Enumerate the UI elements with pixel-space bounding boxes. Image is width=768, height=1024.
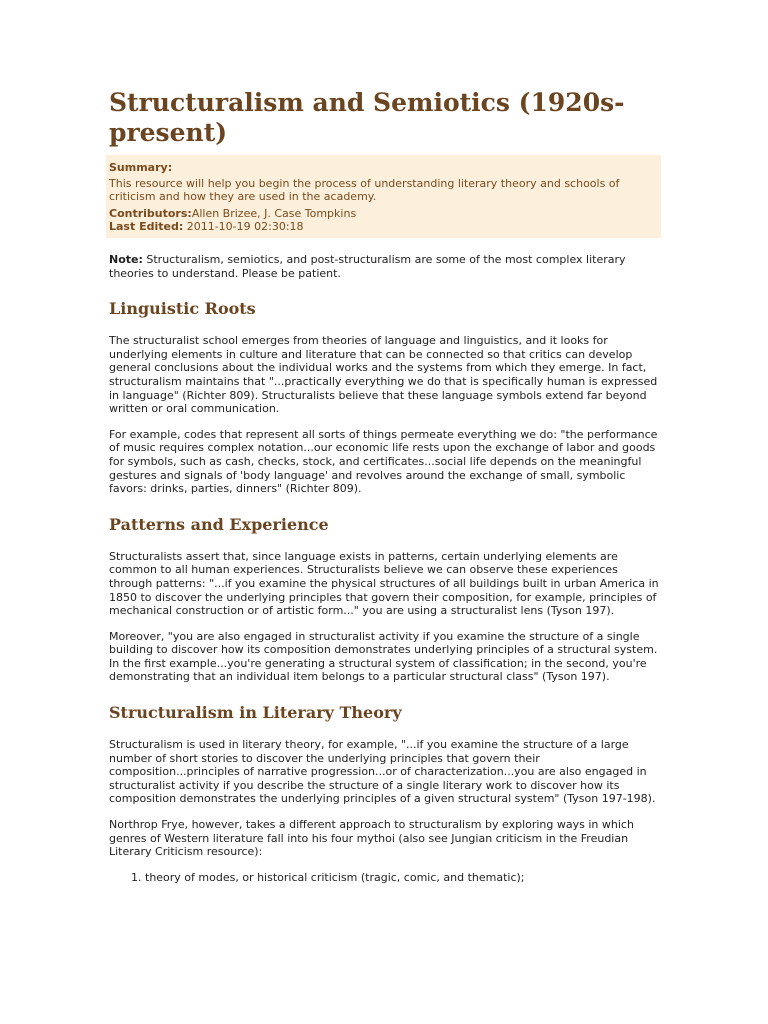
paragraph: Moreover, "you are also engaged in structuralist activity if you examine the structure of a single building to discover how its composition demonstrates underlying principles of a structural system. In the first example...you're generating a structural system of classification; in the second, you're demonstrating that an individual item belongs to a particular structural class" (Tyson 197). (109, 629, 658, 684)
article (109, 88, 661, 884)
last-edited-value: 2011-10-19 02:30:18 (186, 220, 304, 233)
note-paragraph (109, 253, 661, 280)
summary-box (106, 155, 661, 238)
section-heading-linguistic-roots: Linguistic Roots (109, 299, 256, 319)
section-heading-patterns-and-experience: Patterns and Experience (109, 514, 329, 534)
summary-label: Summary: (109, 161, 173, 174)
paragraph: The structuralist school emerges from theories of language and linguistics, and it looks for underlying elements in culture and literature that can be connected so that critics can develop general conclusions about the individual works and the systems from which they emerge. In fact, structuralism maintains that "...practically everything we do that is specifically human is expressed in language" (Richter 809). Structuralists believe that these language symbols extend far beyond written or oral communication. (109, 334, 658, 416)
contributors-line (109, 207, 658, 220)
last-edited-label: Last Edited: (109, 220, 184, 233)
summary-text: This resource will help you begin the process of understanding literary theory and schools of criticism and how they are used in the academy. (109, 177, 620, 203)
note-text: Structuralism, semiotics, and post-structuralism are some of the most complex literary theories to understand. Please be patient. (109, 253, 626, 280)
paragraph: Structuralism is used in literary theory, for example, "...if you examine the structure of a large number of short stories to discover the underlying principles that govern their composition...principles of narrative progression...or of characterization...you are also engaged in structuralist activity if you describe the structure of a single literary work to discover how its composition demonstrates the underlying principles of a given structural system" (Tyson 197-198). (109, 738, 656, 806)
page-title: Structuralism and Semiotics (1920s-present) (109, 88, 625, 147)
mythoi-list (109, 871, 661, 885)
paragraph: Northrop Frye, however, takes a different approach to structuralism by exploring ways in which genres of Western literature fall into his four mythoi (also see Jungian criticism in the Freudian Literary Criticism resource): (109, 818, 634, 859)
note-label: Note: (109, 253, 143, 266)
section-heading-structuralism-in-literary-theory: Structuralism in Literary Theory (109, 703, 402, 723)
contributors-label: Contributors: (109, 207, 192, 220)
paragraph: For example, codes that represent all sorts of things permeate everything we do: "the performance of music requires complex notation...our economic life rests upon the exchange of labor and goods for symbols, such as cash, checks, stock, and certificates...social life depends on the meaningful gestures and signals of 'body language' and revolves around the exchange of small, symbolic favors: drinks, parties, dinners" (Richter 809). (109, 427, 658, 496)
list-item: 1. theory of modes, or historical criticism (tragic, comic, and thematic); (145, 871, 661, 885)
contributors-value: Allen Brizee, J. Case Tompkins (191, 207, 357, 220)
paragraph: Structuralists assert that, since language exists in patterns, certain underlying elements are common to all human experiences. Structuralists believe we can observe these experiences through patterns: "...if you examine the physical structures of all buildings built in urban America in 1850 to discover the underlying principles that govern their composition, for example, principles of mechanical construction or of artistic form..." you are using a structuralist lens (Tyson 197). (109, 549, 659, 618)
last-edited-line (109, 220, 658, 233)
